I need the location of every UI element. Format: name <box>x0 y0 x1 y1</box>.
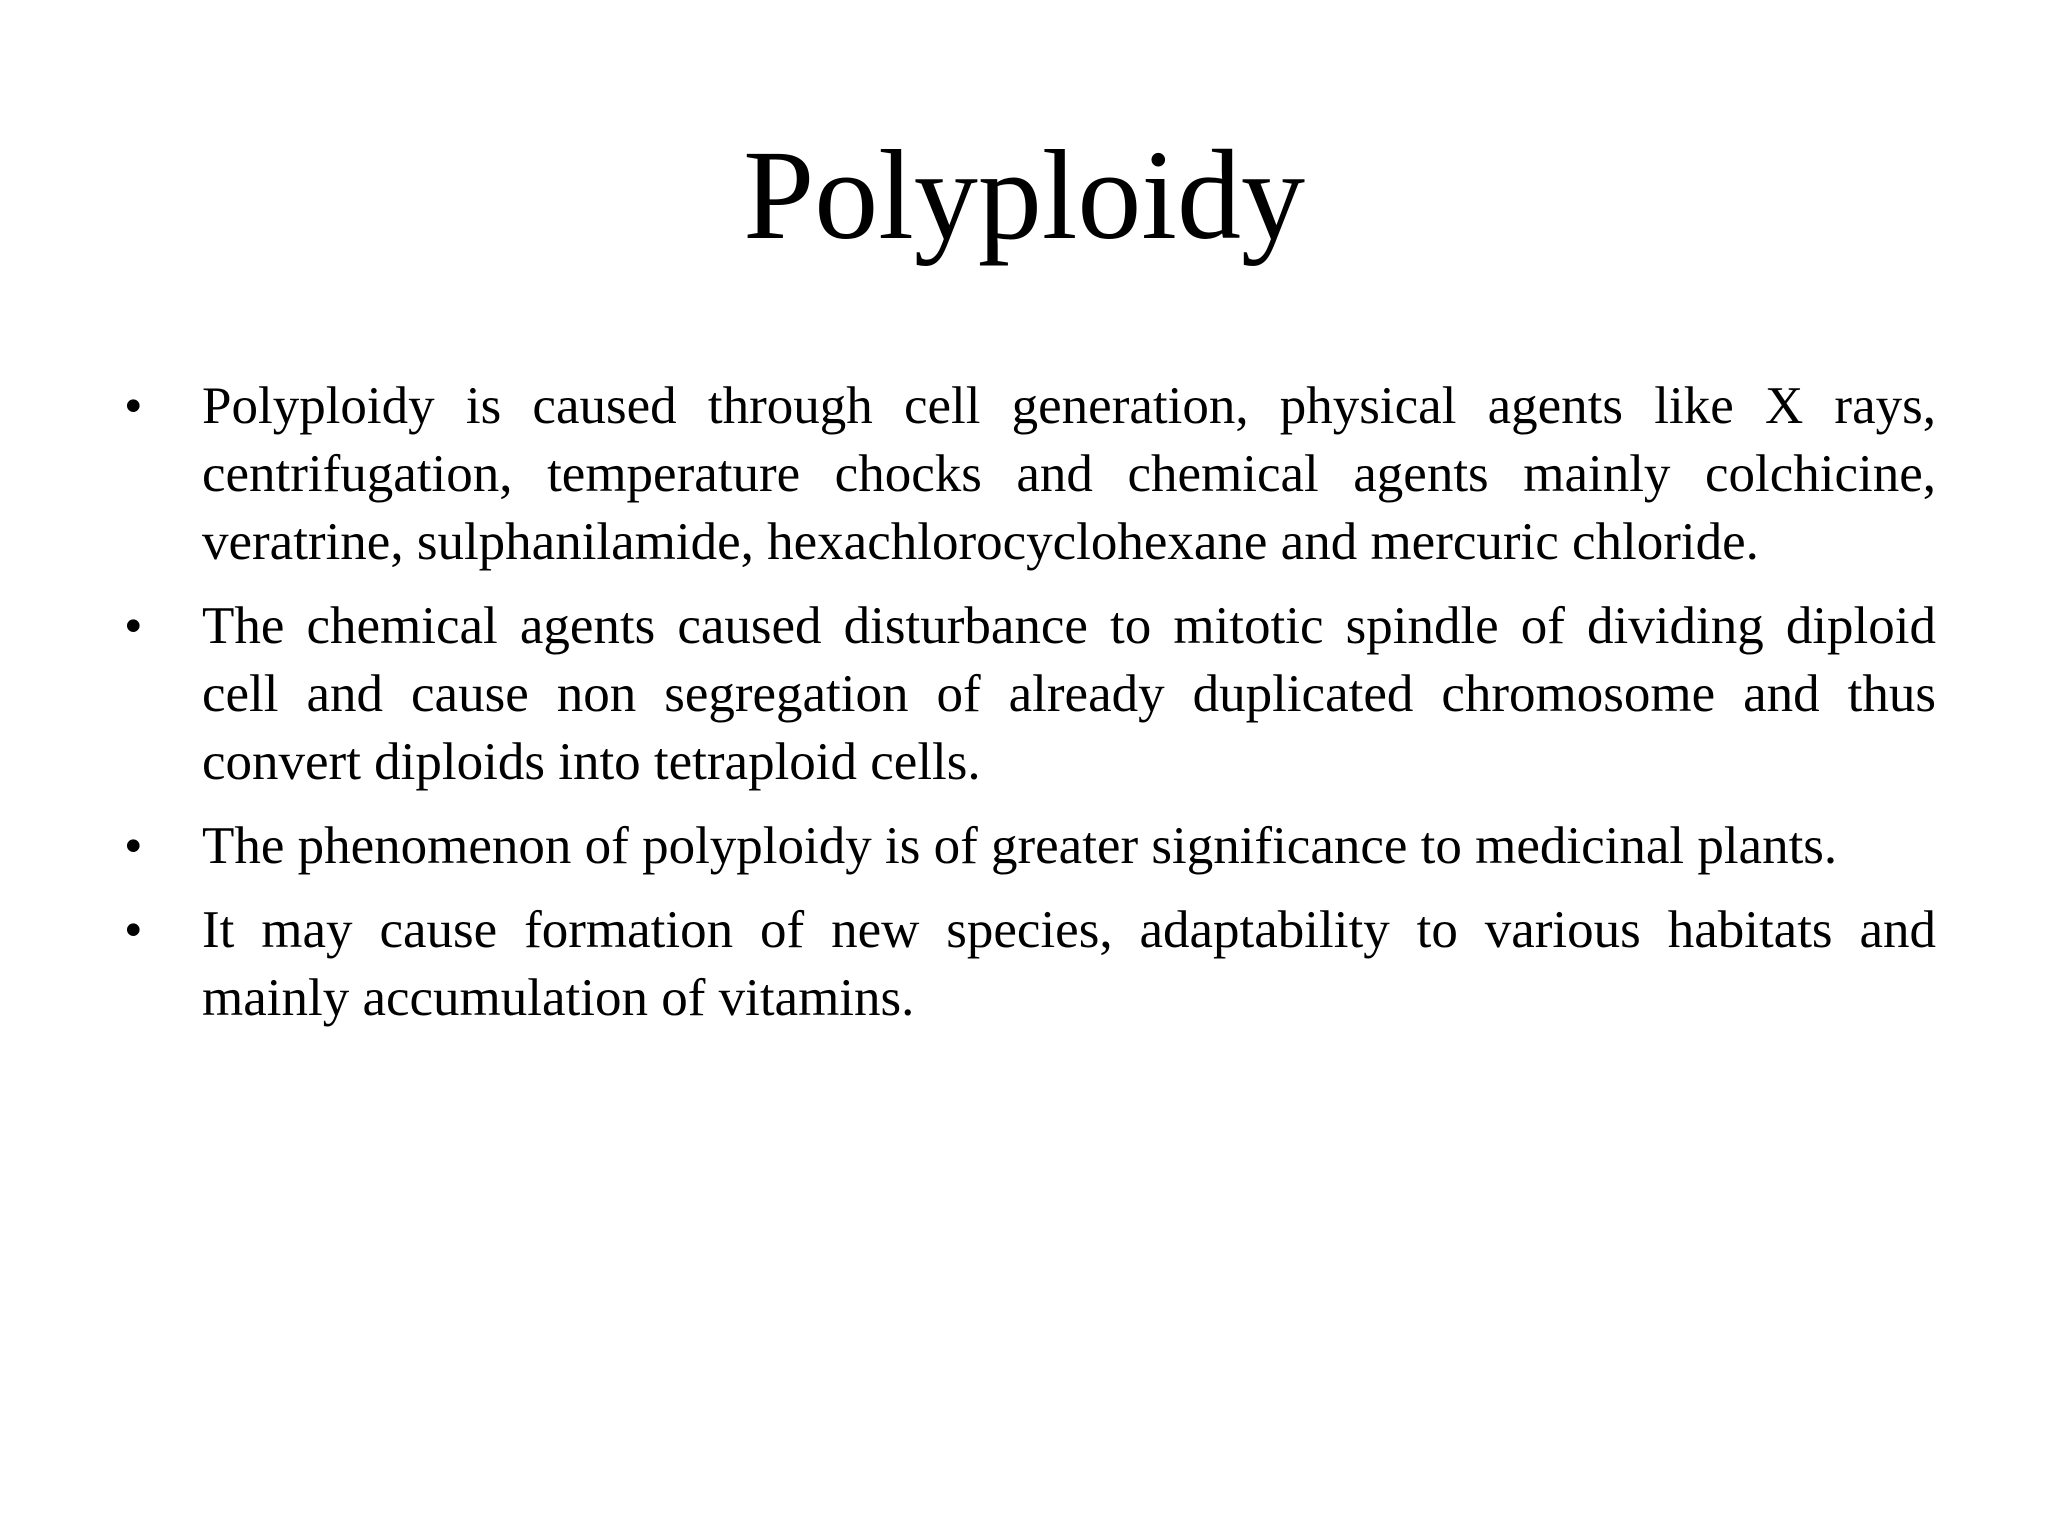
bullet-text: The chemical agents caused disturbance to mitotic spindle of dividing diploid cell and cause non segregation of already duplicated chromosome and thus convert diploids into tetraploid cells. <box>202 597 1936 791</box>
bullet-text: It may cause formation of new species, adaptability to various habitats and mainly accumulation of vitamins. <box>202 901 1936 1027</box>
slide-title: Polyploidy <box>743 124 1305 266</box>
bullet-text: The phenomenon of polyploidy is of greater significance to medicinal plants. <box>202 817 1838 875</box>
bullet-icon: • <box>124 817 143 875</box>
bullet-list <box>120 372 1936 1048</box>
bullet-item <box>120 372 1936 576</box>
bullet-icon: • <box>124 901 143 959</box>
bullet-text: Polyploidy is caused through cell generation, physical agents like X rays, centrifugation, temperature chocks and chemical agents mainly colchicine, veratrine, sulphanilamide, hexachlorocyclohexane and mercuric chloride. <box>202 377 1936 571</box>
bullet-icon: • <box>124 377 143 435</box>
bullet-item <box>120 896 1936 1032</box>
bullet-item <box>120 812 1936 880</box>
bullet-icon: • <box>124 597 143 655</box>
bullet-item <box>120 592 1936 796</box>
